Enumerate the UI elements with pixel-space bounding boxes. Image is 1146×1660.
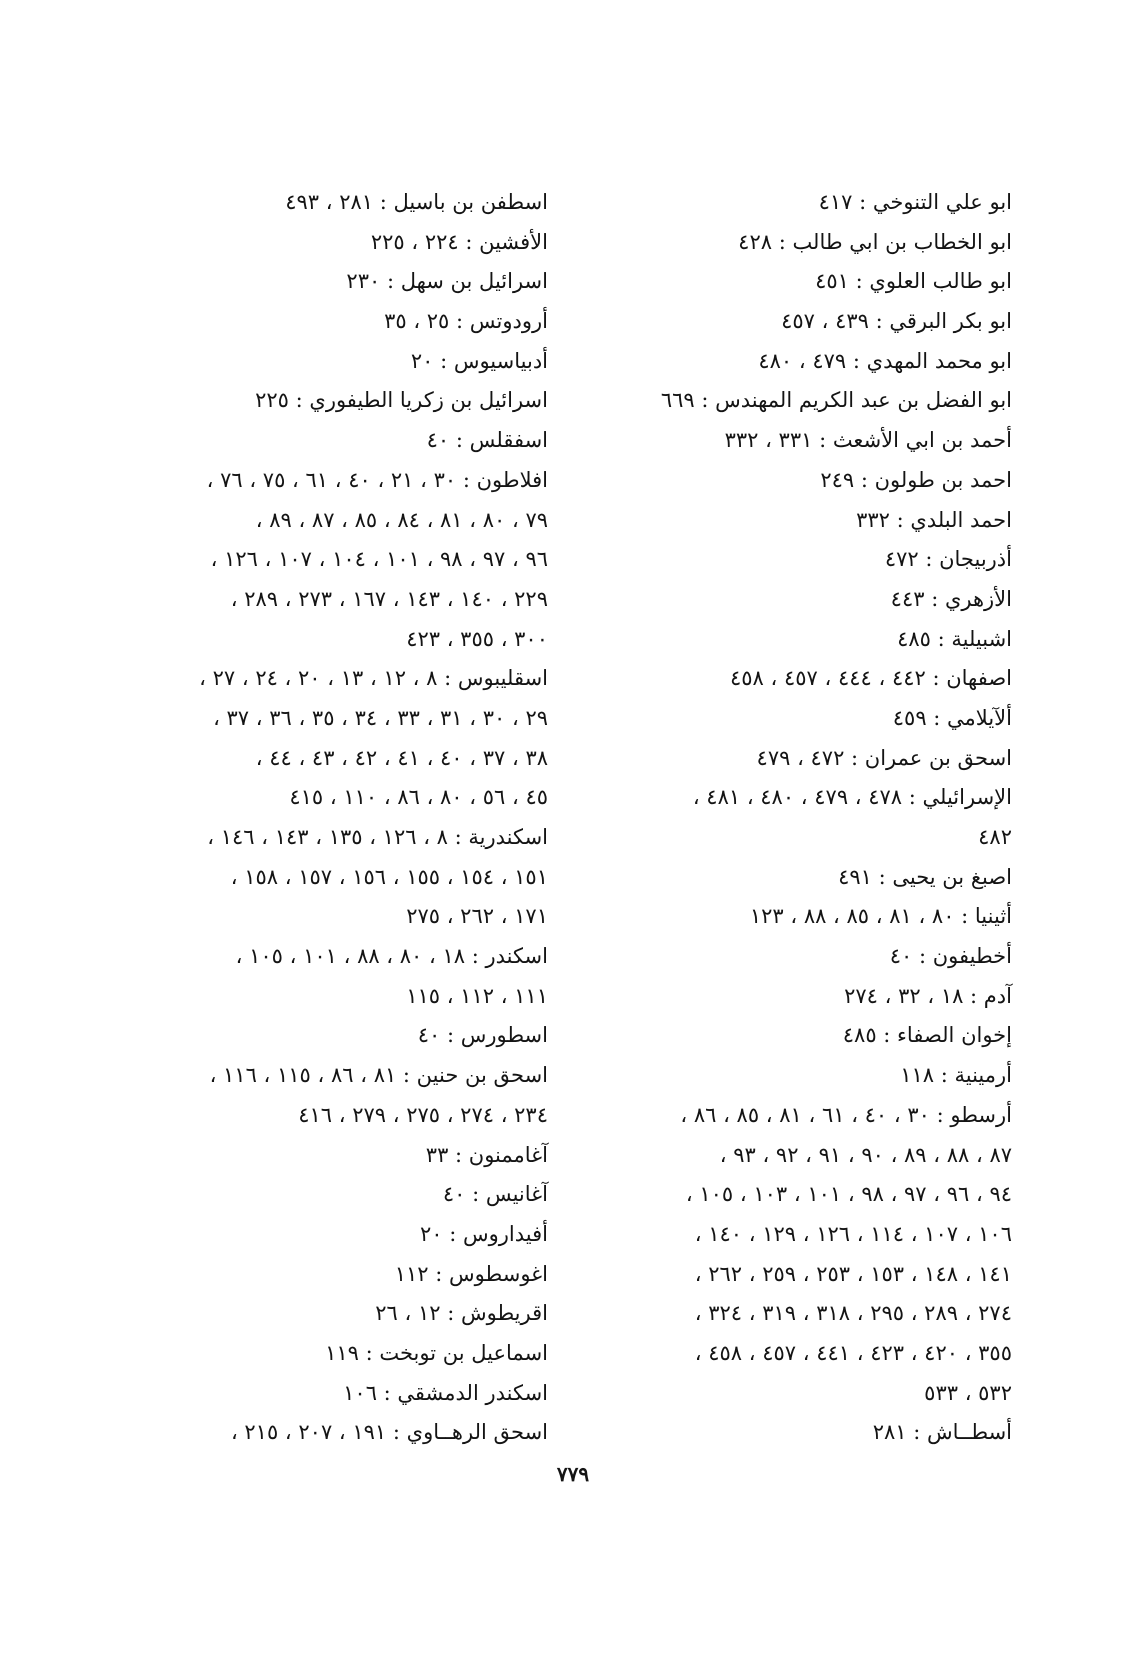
index-entry: اشبيلية : ٤٨٥	[897, 626, 1012, 651]
index-entry: آغانيس : ٤٠	[442, 1182, 548, 1207]
index-entry: اسرائيل بن زكريا الطيفوري : ٢٢٥	[255, 388, 548, 413]
index-entry: اغوسطوس : ١١٢	[394, 1261, 548, 1286]
index-entry-continuation: ٢٩ ، ٣٠ ، ٣١ ، ٣٣ ، ٣٤ ، ٣٥ ، ٣٦ ، ٣٧ ،	[213, 705, 548, 730]
index-entry: اسقليبوس : ٨ ، ١٢ ، ١٣ ، ٢٠ ، ٢٤ ، ٢٧ ،	[199, 666, 548, 691]
index-entry: اصفهان : ٤٤٢ ، ٤٤٤ ، ٤٥٧ ، ٤٥٨	[729, 666, 1012, 691]
index-entry-continuation: ٩٦ ، ٩٧ ، ٩٨ ، ١٠١ ، ١٠٤ ، ١٠٧ ، ١٢٦ ،	[210, 547, 548, 572]
index-entry: اسطورس : ٤٠	[417, 1023, 548, 1048]
index-entry: اسرائيل بن سهل : ٢٣٠	[346, 269, 548, 294]
index-entry: الأزهري : ٤٤٣	[890, 586, 1012, 611]
index-entry: أسطــاش : ٢٨١	[872, 1420, 1012, 1445]
index-entry: أفيداروس : ٢٠	[420, 1221, 548, 1246]
index-entry: الأفشين : ٢٢٤ ، ٢٢٥	[370, 229, 548, 254]
index-entry: ابو بكر البرقي : ٤٣٩ ، ٤٥٧	[781, 309, 1012, 334]
index-entry-continuation: ٩٤ ، ٩٦ ، ٩٧ ، ٩٨ ، ١٠١ ، ١٠٣ ، ١٠٥ ،	[685, 1182, 1012, 1207]
index-entry-continuation: ١٧١ ، ٢٦٢ ، ٢٧٥	[406, 904, 548, 929]
index-entry-continuation: ٤٥ ، ٥٦ ، ٨٠ ، ٨٦ ، ١١٠ ، ٤١٥	[289, 785, 548, 810]
index-entry-continuation: ٥٣٢ ، ٥٣٣	[924, 1380, 1012, 1405]
index-entry: أدبياسيوس : ٢٠	[410, 348, 548, 373]
index-entry: اسحق بن عمران : ٤٧٢ ، ٤٧٩	[756, 745, 1012, 770]
index-entry: أرسطو : ٣٠ ، ٤٠ ، ٦١ ، ٨١ ، ٨٥ ، ٨٦ ،	[680, 1102, 1012, 1127]
index-entry: اقريطوش : ١٢ ، ٢٦	[375, 1301, 548, 1326]
index-entry: ابو طالب العلوي : ٤٥١	[815, 269, 1012, 294]
index-entry: ابو محمد المهدي : ٤٧٩ ، ٤٨٠	[758, 348, 1012, 373]
index-entry: اصبغ بن يحيى : ٤٩١	[838, 864, 1012, 889]
index-column-right	[592, 183, 1012, 1453]
index-entry-continuation: ١٤١ ، ١٤٨ ، ١٥٣ ، ٢٥٣ ، ٢٥٩ ، ٢٦٢ ،	[694, 1261, 1012, 1286]
index-entry-continuation: ٢٧٤ ، ٢٨٩ ، ٢٩٥ ، ٣١٨ ، ٣١٩ ، ٣٢٤ ،	[694, 1301, 1012, 1326]
index-entry-continuation: ١٥١ ، ١٥٤ ، ١٥٥ ، ١٥٦ ، ١٥٧ ، ١٥٨ ،	[230, 864, 548, 889]
index-entry-continuation: ١١١ ، ١١٢ ، ١١٥	[406, 983, 548, 1008]
index-entry: اسكندر : ١٨ ، ٨٠ ، ٨٨ ، ١٠١ ، ١٠٥ ،	[235, 944, 548, 969]
index-entry: افلاطون : ٣٠ ، ٢١ ، ٤٠ ، ٦١ ، ٧٥ ، ٧٦ ،	[206, 467, 548, 492]
index-entry-continuation: ٢٣٤ ، ٢٧٤ ، ٢٧٥ ، ٢٧٩ ، ٤١٦	[298, 1102, 548, 1127]
index-column-left	[78, 183, 548, 1453]
index-entry: ابو علي التنوخي : ٤١٧	[818, 190, 1012, 214]
index-entry: أرودوتس : ٢٥ ، ٣٥	[384, 309, 548, 334]
index-entry: اسفقلس : ٤٠	[426, 428, 548, 453]
index-entry: اسطفن بن باسيل : ٢٨١ ، ٤٩٣	[285, 190, 548, 214]
index-entry: أحمد بن ابي الأشعث : ٣٣١ ، ٣٣٢	[724, 428, 1012, 453]
index-entry: إخوان الصفاء : ٤٨٥	[842, 1023, 1012, 1048]
index-entry-continuation: ٧٩ ، ٨٠ ، ٨١ ، ٨٤ ، ٨٥ ، ٨٧ ، ٨٩ ،	[255, 507, 548, 532]
index-entry-continuation: ٣٥٥ ، ٤٢٠ ، ٤٢٣ ، ٤٤١ ، ٤٥٧ ، ٤٥٨ ،	[694, 1340, 1012, 1365]
index-entry-continuation: ٣٠٠ ، ٣٥٥ ، ٤٢٣	[406, 626, 548, 651]
index-entry: ألآيلامي : ٤٥٩	[892, 705, 1012, 730]
index-entry: ابو الفضل بن عبد الكريم المهندس : ٦٦٩	[660, 388, 1012, 413]
index-entry: احمد البلدي : ٣٣٢	[856, 507, 1012, 532]
index-entry: أذربيجان : ٤٧٢	[884, 547, 1012, 572]
index-entry-continuation: ١٠٦ ، ١٠٧ ، ١١٤ ، ١٢٦ ، ١٢٩ ، ١٤٠ ،	[694, 1221, 1012, 1246]
index-entry: أثينيا : ٨٠ ، ٨١ ، ٨٥ ، ٨٨ ، ١٢٣	[749, 904, 1012, 929]
page-number: ٧٧٩	[556, 1462, 590, 1486]
index-entry: اسكندرية : ٨ ، ١٢٦ ، ١٣٥ ، ١٤٣ ، ١٤٦ ،	[207, 825, 548, 849]
index-entry: اسحق بن حنين : ٨١ ، ٨٦ ، ١١٥ ، ١١٦ ،	[209, 1063, 548, 1088]
index-entry: اسكندر الدمشقي : ١٠٦	[343, 1380, 548, 1405]
index-entry-continuation: ٢٢٩ ، ١٤٠ ، ١٤٣ ، ١٦٧ ، ٢٧٣ ، ٢٨٩ ،	[230, 586, 548, 611]
index-entry: ابو الخطاب بن ابي طالب : ٤٢٨	[738, 229, 1012, 254]
index-entry-continuation: ٨٧ ، ٨٨ ، ٨٩ ، ٩٠ ، ٩١ ، ٩٢ ، ٩٣ ،	[719, 1142, 1012, 1167]
index-entry: آدم : ١٨ ، ٣٢ ، ٢٧٤	[844, 983, 1012, 1008]
index-entry: اسماعيل بن توبخت : ١١٩	[325, 1340, 548, 1365]
index-entry: اسحق الرهــاوي : ١٩١ ، ٢٠٧ ، ٢١٥ ،	[230, 1420, 548, 1445]
index-entry-continuation: ٤٨٢	[978, 825, 1012, 849]
index-entry: آغاممنون : ٣٣	[425, 1142, 548, 1167]
index-entry: أخطيفون : ٤٠	[889, 944, 1012, 969]
index-entry: أرمينية : ١١٨	[900, 1063, 1012, 1088]
index-entry: احمد بن طولون : ٢٤٩	[820, 467, 1012, 492]
index-entry-continuation: ٣٨ ، ٣٧ ، ٤٠ ، ٤١ ، ٤٢ ، ٤٣ ، ٤٤ ،	[255, 745, 548, 770]
index-entry: الإسرائيلي : ٤٧٨ ، ٤٧٩ ، ٤٨٠ ، ٤٨١ ،	[692, 785, 1012, 810]
